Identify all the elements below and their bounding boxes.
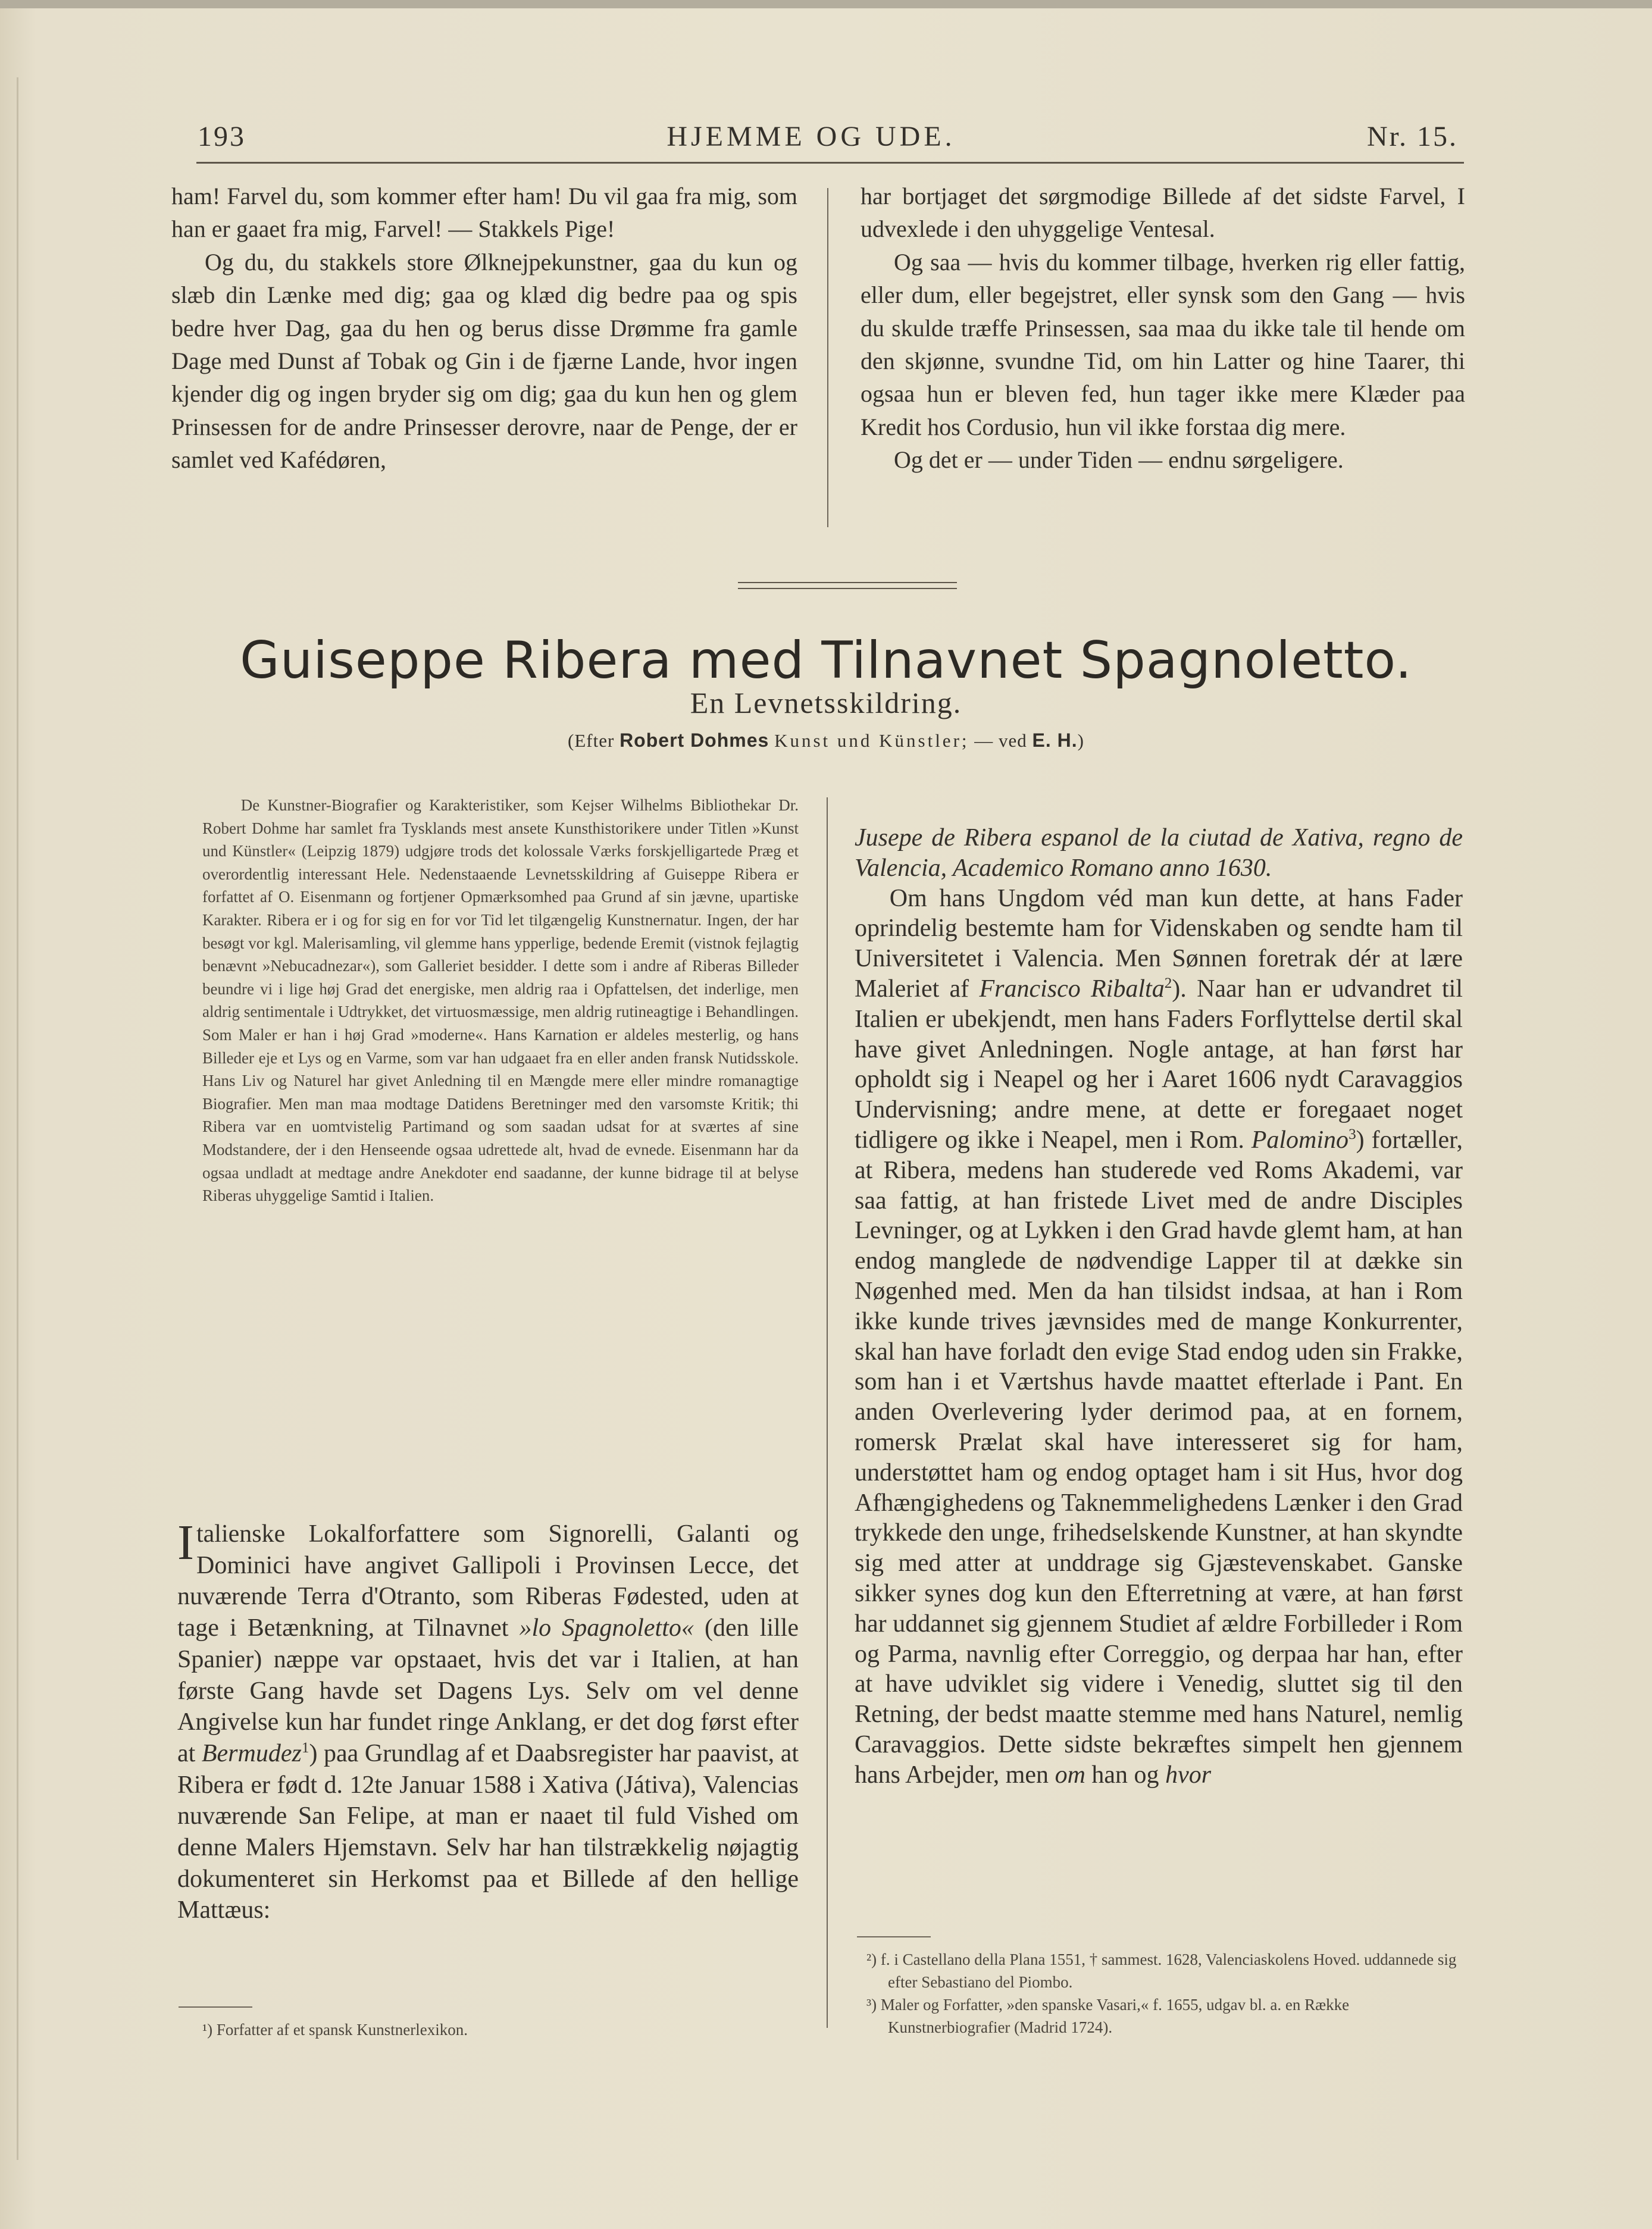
footnote-rule — [179, 2006, 252, 2008]
issue-number: Nr. 15. — [1367, 121, 1458, 152]
footnote-left: ¹) Forfatter af et spansk Kunstnerlexikon. — [202, 2021, 468, 2039]
story-end-paragraph: Og saa — hvis du kommer tilbage, hverken rig eller fattig, eller dum, eller begejstret, eller synsk som den Gang — hvis du skulde træffe Prinsessen, saa maa du ikke tale til hende om den skjønne, svundne Tid, om hin Latter og hine Taarer, thi ogsaa hun er bleven fed, hun tager ikke mere Klæder paa Kredit hos Cordusio, hun vil ikke forstaa dig mere. — [861, 248, 1465, 440]
story-end-paragraph: har bortjaget det sørgmodige Billede af det sidste Farvel, I udvexlede i den uhyggelige Ventesal. — [861, 183, 1465, 243]
story-end-paragraph: Og det er — under Tiden — endnu sørgeligere. — [894, 446, 1344, 474]
footnote-ref: 1 — [301, 1739, 309, 1756]
story-end-right-column — [861, 180, 1465, 477]
painter-name: Francisco Ribalta — [979, 975, 1165, 1003]
binding-edge — [0, 0, 1652, 8]
article-right-column — [855, 823, 1463, 1790]
story-end-paragraph: ham! Farvel du, som kommer efter ham! Du vil gaa fra mig, som han er gaaet fra mig, Farvel! — Stakkels Pige! — [171, 183, 797, 243]
article-title: Guiseppe Ribera med Tilnavnet Spagnoletto. — [240, 631, 1412, 690]
column-rule — [827, 188, 828, 527]
page-edge — [17, 77, 18, 2160]
journal-title: HJEMME OG UDE. — [667, 121, 956, 152]
header-rule — [196, 162, 1464, 164]
article-subtitle: En Levnetsskildring. — [690, 686, 962, 719]
column-rule — [827, 797, 828, 2028]
article-paragraph: Italienske Lokalforfattere som Signorelli, Galanti og Dominici have angivet Gallipoli i Provinsen Lecce, det nuværende Terra d'Otranto, som Riberas Fødested, uden at tage i Betænkning, at Tilnavnet »lo Spagnoletto« (den lille Spanier) næppe var opstaaet, hvis det var i Italien, at han første Gang havde set Dagens Lys. Selv om vel denne Angivelse kun har fundet ringe Anklang, er det dog først efter at Bermudez$^1$) paa Grundlag af et Daabsregister har paavist, at Ribera er født d. 12te Januar 1588 i Xativa (Játiva), Valencias nuværende San Felipe, at man er naaet til fuld Vished om denne Malers Hjemstavn. Selv har han tilstrækkelig nøjagtig dokumenteret sin Herkomst paa et Billede af den hellige Mattæus: — [177, 1515, 799, 1924]
credit-work: Kunst und Künstler; — [774, 730, 969, 751]
footnote-3: ³) Maler og Forfatter, »den spanske Vasari,« f. 1655, udgav bl. a. en Række Kunstnerbiografier (Madrid 1724). — [866, 1996, 1350, 2036]
footnote-ref: 2 — [1164, 975, 1172, 991]
editorial-introduction — [202, 794, 799, 1207]
running-header — [159, 117, 1463, 158]
story-end-paragraph: Og du, du stakkels store Ølknejpekunstner, gaa du kun og slæb din Lænke med dig; gaa og klæd dig bedre paa og spis bedre hver Dag, gaa du hen og berus disse Drømme fra gamle Dage med Dunst af Tobak og Gin i de fjærne Lande, hvor ingen kjender dig og ingen bryder sig om dig; gaa du kun hen og glem Prinsessen for de andre Prinsesser derovre, naar de Penge, der er samlet ved Kafédøren, — [171, 248, 797, 474]
credit-translator: E. H. — [1032, 730, 1078, 751]
nickname: »lo Spagnoletto« — [519, 1614, 694, 1642]
inscription: Jusepe de Ribera espanol de la ciutad de Xativa, regno de Valencia, Academico Romano anno 1630. — [855, 824, 1463, 882]
footnote-rule — [857, 1936, 931, 1937]
page-number: 193 — [198, 121, 246, 152]
drop-cap: I — [177, 1515, 194, 1570]
footnote-ref: 3 — [1348, 1126, 1356, 1142]
footnotes-right — [866, 1948, 1462, 2039]
section-separator — [738, 582, 957, 589]
author-name: Bermudez — [201, 1739, 302, 1767]
story-end-left-column — [171, 180, 797, 477]
credit-author: Robert Dohmes — [620, 730, 769, 751]
intro-paragraph: De Kunstner-Biografier og Karakteristiker, som Kejser Wilhelms Bibliothekar Dr. Robert Dohme har samlet fra Tysklands mest ansete Kunsthistorikere under Titlen »Kunst und Künstler« (Leipzig 1879) udgjøre trods det kolossale Værks forskjelligartede Præg et overordentlig interessant Hele. Nedenstaaende Levnetsskildring af Guiseppe Ribera er forfattet af O. Eisenmann og fortjener Opmærksomhed paa Grund af sin jævne, upartiske Karakter. Ribera er i og for sig en for vor Tid let tilgængelig Kunstnernatur. Ingen, der har besøgt vor kgl. Malerisamling, vil glemme hans ypperlige, bedende Eremit (vistnok fejlagtig benævnt »Nebucadnezar«), som Galleriet besidder. I dette som i andre af Riberas Billeder beundre vi i lige høj Grad det energiske, men aldrig raa i Opfattelsen, det inderlige, men aldrig sentimentale i Udtrykket, det virtuosmæssige, men aldrig rutineagtige i Behandlingen. Som Maler er han i høj Grad »moderne«. Hans Karnation er aldeles mesterlig, og hans Billeder eje et Lys og en Varme, som var han udgaaet fra en eller anden fransk Nutidsskole. Hans Liv og Naturel har givet Anledning til en Mængde mere eller mindre romanagtige Biografier. Men man maa modtage Datidens Beretninger med den varsomste Kritik; thi Ribera var en uomtvistelig Partimand og som saadan udsat for at sværtes af sine Modstandere, der i den Henseende ogsaa udrettede alt, hvad de evnede. Eisenmann har da ogsaa undladt at medtage andre Anekdoter end saadanne, der kunne bidrage til at belyse Riberas uhyggelige Samtid i Italien. — [202, 796, 799, 1205]
footnote-2: ²) f. i Castellano della Plana 1551, † sammest. 1628, Valenciaskolens Hoved. uddannede sig efter Sebastiano del Piombo. — [866, 1951, 1457, 1991]
article-paragraph: Om hans Ungdom véd man kun dette, at hans Fader oprindelig bestemte ham for Videnskaben og sendte ham til Universitetet i Valencia. Men Sønnen foretrak dér at lære Maleriet af Francisco Ribalta$^2$). Naar han er udvandret til Italien er ubekjendt, men hans Faders Forflyttelse dertil skal have givet Anledningen. Nogle antage, at han først har opholdt sig i Neapel og her i Aaret 1606 nydt Caravaggios Undervisning; andre mene, at dette er foregaaet noget tidligere og ikke i Neapel, men i Rom. Palomino$^3$) fortæller, at Ribera, medens han studerede ved Roms Akademi, var saa fattig, at han fristede Livet med de andre Disciples Levninger, og at Lykken i den Grad havde glemt ham, at han endog manglede de nødvendige Lapper til at dække sin Nøgenhed med. Men da han tilsidst indsaa, at han i Rom ikke kunde trives jævnsides med de mange Konkurrenter, skal han have forladt den evige Stad endog uden sin Frakke, som han i et Værtshus havde maattet efterlade i Pant. En anden Overlevering lyder derimod paa, at en fornem, romersk Prælat skal have interesseret sig for ham, understøttet ham og endog optaget ham i sit Hus, hvor dog Afhængighedens og Taknemmelighedens Lænker i den Grad trykkede den unge, frihedselskende Kunstner, at han skyndte sig med atter at unddrage sig Gjæstevenskabet. Ganske sikker synes dog kun den Efterretning at være, at han først har uddannet sig gjennem Studiet af ældre Forbilleder i Rom og Parma, navnlig efter Correggio, og derpaa har han, efter at have udviklet sig videre i Venedig, sluttet sig til den Retning, der bedst maatte stemme med hans Naturel, nemlig Caravaggios. Dette sidste bekræftes simpelt hen gjennem hans Arbejder, men om han og hvor — [855, 884, 1463, 1789]
author-name: Palomino — [1251, 1126, 1349, 1154]
article-left-column — [177, 1515, 799, 1926]
article-credit: (Efter Robert Dohmes Kunst und Künstler; — ved E. H.) — [568, 730, 1084, 751]
